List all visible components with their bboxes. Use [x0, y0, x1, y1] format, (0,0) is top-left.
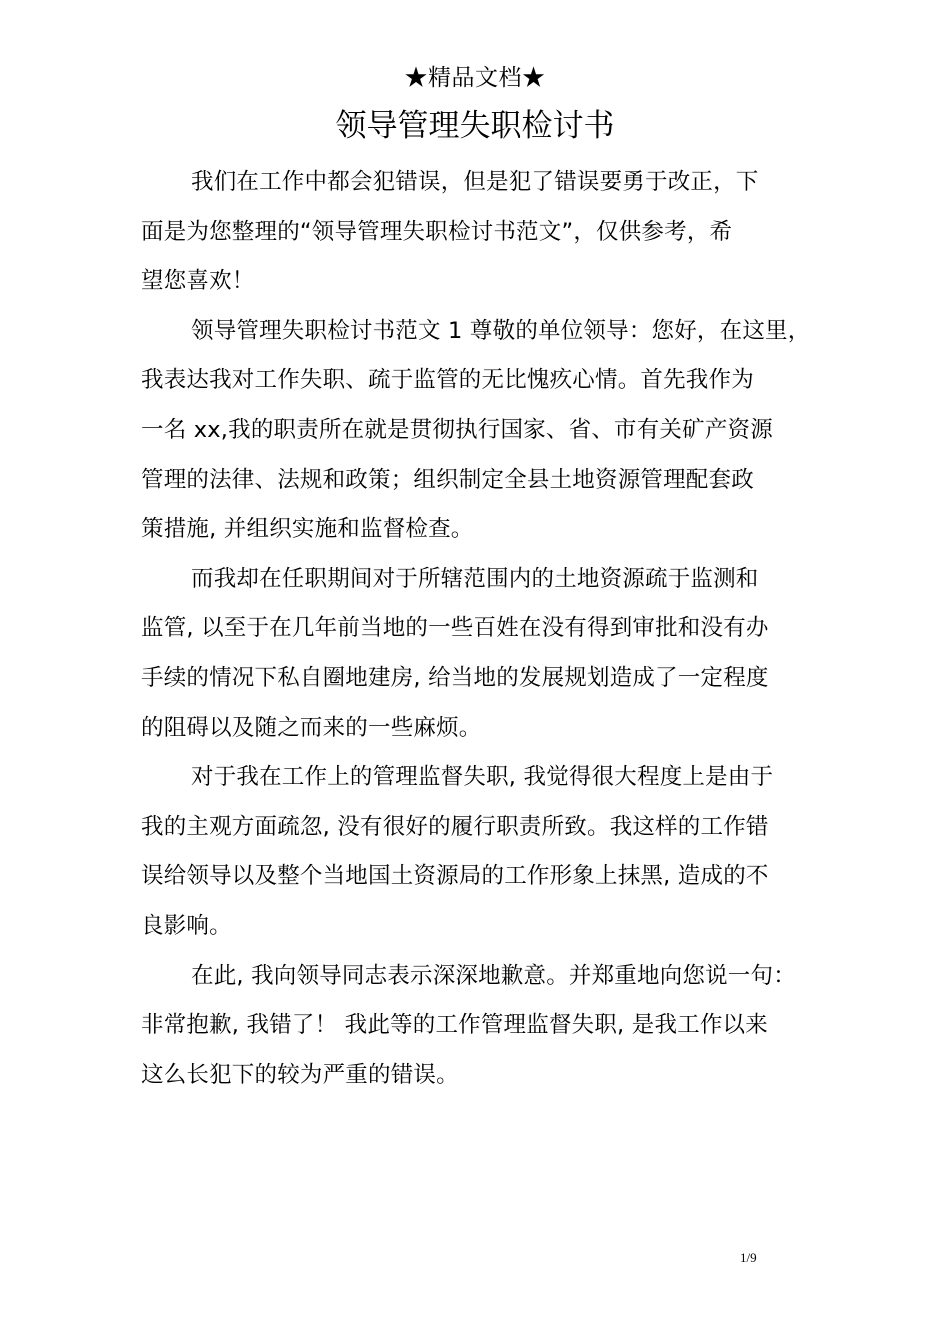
paragraph-line: 的阻碍以及随之而来的一些麻烦。: [141, 714, 482, 741]
paragraph-line: 对于我在工作上的管理监督失职, 我觉得很大程度上是由于: [191, 764, 774, 791]
paragraph-line: 策措施, 并组织实施和监督检查。: [141, 516, 474, 543]
paragraph-line: 手续的情况下私自圈地建房, 给当地的发展规划造成了一定程度: [141, 664, 769, 691]
paragraph-line: 管理的法律、法规和政策；组织制定全县土地资源管理配套政: [141, 466, 754, 493]
paragraph-line: 一名 xx,我的职责所在就是贯彻执行国家、省、市有关矿产资源: [141, 416, 773, 443]
paragraph-3: [141, 555, 841, 753]
paragraph-line: 良影响。: [141, 912, 232, 939]
document-body: [141, 158, 841, 1100]
paragraph-2: [141, 307, 841, 555]
paragraph-line: 非常抱歉, 我错了！ 我此等的工作管理监督失职, 是我工作以来: [141, 1012, 768, 1039]
paragraph-line: 面是为您整理的“领导管理失职检讨书范文”，仅供参考，希: [141, 218, 733, 245]
paragraph-line: 领导管理失职检讨书范文 1 尊敬的单位领导：您好，在这里，: [191, 317, 811, 344]
paragraph-line: 这么长犯下的较为严重的错误。: [141, 1061, 459, 1088]
paragraph-line: 监管, 以至于在几年前当地的一些百姓在没有得到审批和没有办: [141, 615, 769, 642]
header-mark: ★精品文档★: [404, 65, 546, 91]
page-number: 1/9: [740, 1250, 757, 1265]
paragraph-5: [141, 952, 841, 1101]
paragraph-line: 而我却在任职期间对于所辖范围内的土地资源疏于监测和: [191, 565, 759, 592]
paragraph-line: 望您喜欢！: [141, 268, 255, 295]
paragraph-1: [141, 158, 841, 307]
paragraph-line: 误给领导以及整个当地国土资源局的工作形象上抹黑, 造成的不: [141, 863, 769, 890]
document-title: 领导管理失职检讨书: [335, 108, 615, 144]
paragraph-line: 我们在工作中都会犯错误，但是犯了错误要勇于改正，下: [191, 169, 759, 195]
paragraph-line: 我的主观方面疏忽, 没有很好的履行职责所致。我这样的工作错: [141, 813, 769, 840]
paragraph-4: [141, 753, 841, 951]
paragraph-line: 在此, 我向领导同志表示深深地歉意。并郑重地向您说一句：: [191, 962, 796, 989]
paragraph-line: 我表达我对工作失职、疏于监管的无比愧疚心情。首先我作为: [141, 367, 754, 394]
